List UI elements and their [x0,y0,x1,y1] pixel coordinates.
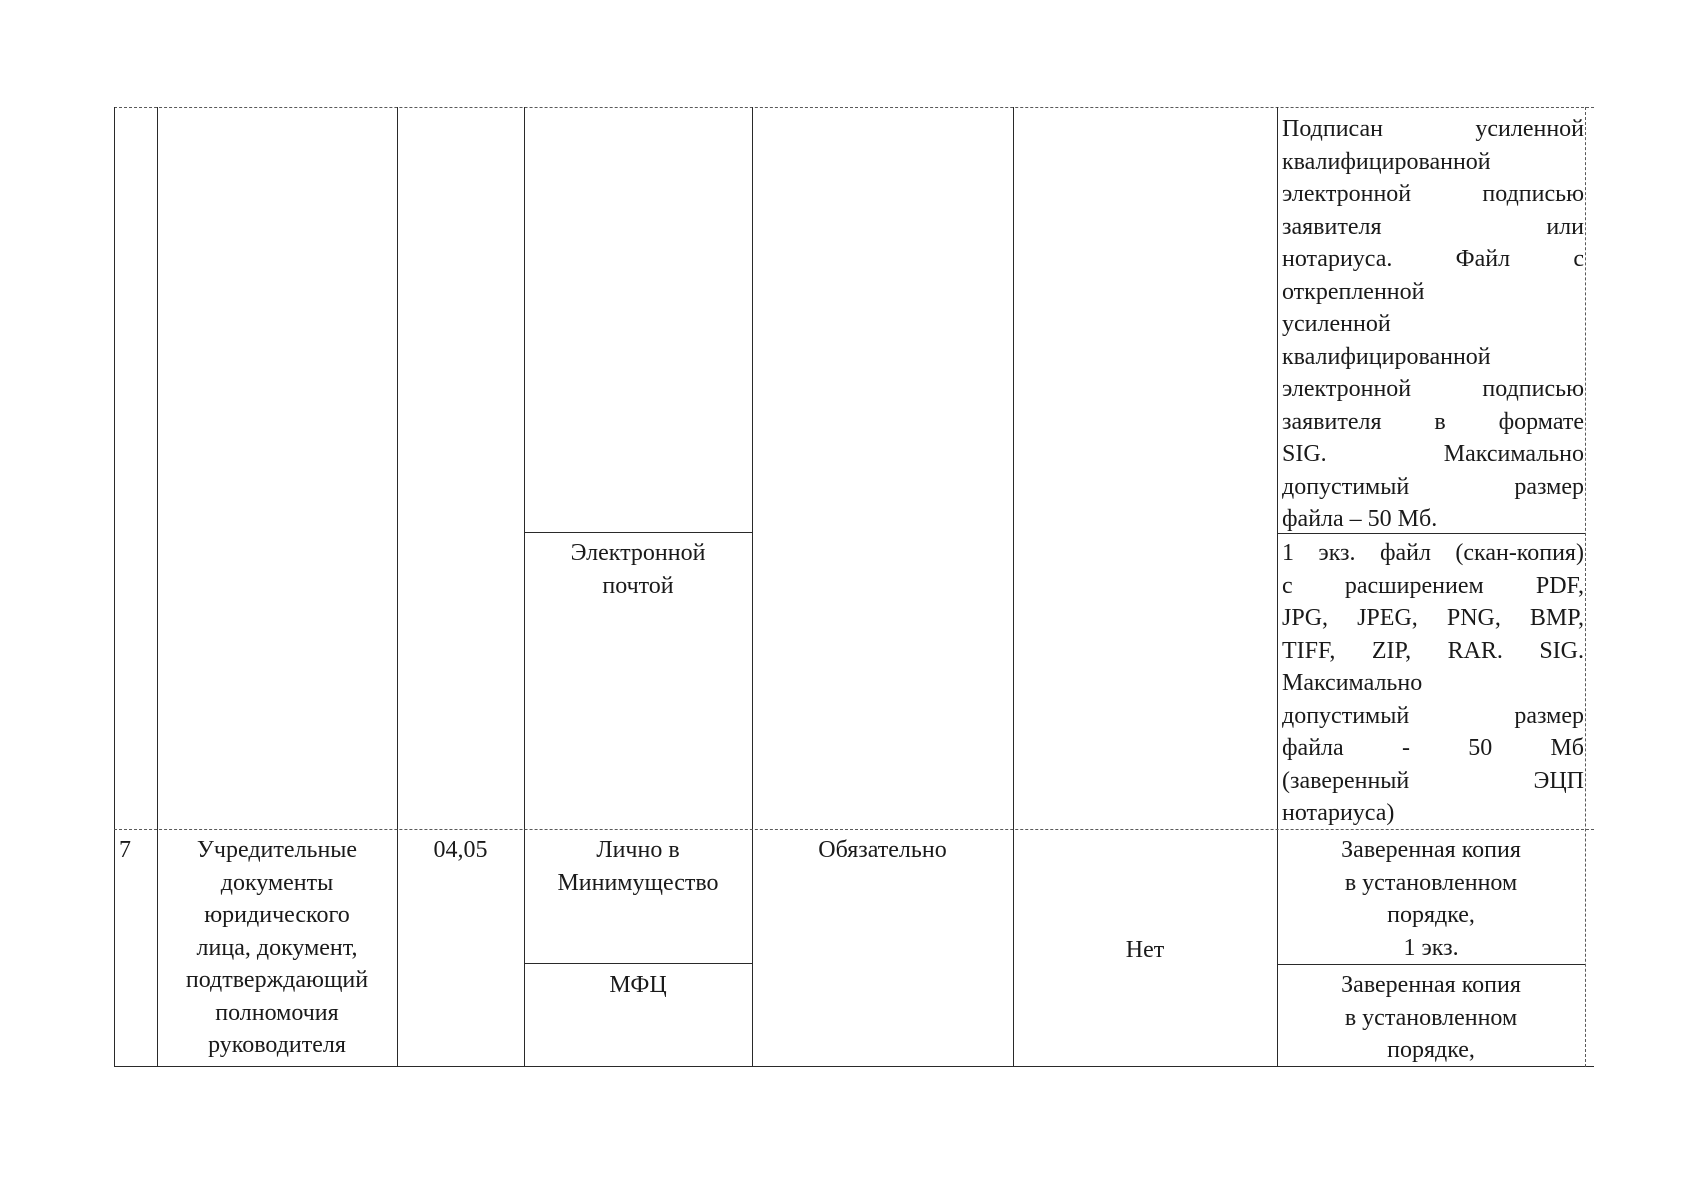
row7-req2-line-1: Заверенная копия [1341,972,1521,998]
requirements-divider-2 [1277,964,1585,965]
req2-line-9: нотариуса) [1282,800,1395,826]
row7-document-name [157,834,397,1062]
req1-line-11: SIG. Максимально [1282,441,1584,467]
req2-line-2: с расширением PDF, [1282,572,1584,599]
method-divider-mfc [524,963,752,964]
req2-line-5: Максимально [1282,670,1423,696]
req2-line-1: 1 экз. файл (скан-копия) [1282,540,1584,566]
row7-number: 7 [119,837,131,863]
req1-line-9: электронной подписью [1282,376,1584,402]
method-divider-email [524,532,752,533]
req2-line-4: TIFF, ZIP, RAR. SIG. [1282,637,1584,664]
table-top-border [114,107,1594,108]
method-email-line-1: Электронной [570,540,706,566]
row7-method-personal [524,834,752,899]
row7-code: 04,05 [433,837,488,863]
req1-line-10: заявителя в формате [1282,408,1584,435]
req1-line-7: усиленной [1282,311,1391,337]
row7-req1-line-1: Заверенная копия [1341,837,1521,863]
row7-doc-line-4: лица, документ, [196,934,358,961]
row7-req1-line-2: в установленном [1344,869,1518,896]
col-line-5 [1013,107,1014,1067]
method-email-line-2: почтой [602,572,674,599]
req1-line-5: нотариуса. Файл с [1282,246,1584,272]
col-line-7 [1585,107,1586,1067]
req1-line-3: электронной подписью [1282,181,1584,207]
row7-req2-line-3: порядке, [1387,1037,1475,1063]
row7-method-mfc: МФЦ [609,972,667,998]
req1-line-13: файла – 50 Мб. [1282,506,1438,532]
requirements-text-1 [1282,113,1584,536]
row7-doc-line-1: Учредительные [196,837,358,863]
req1-line-2: квалифицированной [1282,148,1491,175]
row7-req2-line-2: в установленном [1344,1004,1518,1031]
row7-fact: Нет [1125,937,1165,963]
req1-line-1: Подписан усиленной [1282,116,1584,142]
row7-doc-line-5: подтверждающий [185,967,369,993]
req1-line-6: открепленной [1282,278,1425,305]
req1-line-4: заявителя или [1282,213,1584,240]
row7-requirements-2 [1277,969,1585,1067]
row7-doc-line-3: юридического [204,902,350,928]
req2-line-6: допустимый размер [1282,702,1584,729]
row7-doc-line-2: документы [220,869,334,896]
row7-req1-line-3: порядке, [1387,902,1475,928]
row7-doc-line-6: полномочия [215,999,339,1026]
row7-method-line-1: Лично в [596,837,680,863]
row7-doc-line-7: руководителя [208,1032,346,1058]
row7-requirements-1 [1277,834,1585,964]
col-line-2 [397,107,398,1067]
col-line-4 [752,107,753,1067]
requirements-text-2 [1282,537,1584,830]
method-email [524,537,752,602]
req1-line-8: квалифицированной [1282,343,1491,370]
row7-method-line-2: Минимущество [557,869,719,896]
req1-line-12: допустимый размер [1282,473,1584,500]
req2-line-7: файла - 50 Мб [1282,735,1584,761]
req2-line-3: JPG, JPEG, PNG, BMP, [1282,605,1584,631]
row7-mandatory: Обязательно [818,837,947,863]
req2-line-8: (заверенный ЭЦП [1282,767,1584,794]
col-line-0 [114,107,115,1067]
row7-req1-line-4: 1 экз. [1403,934,1459,961]
